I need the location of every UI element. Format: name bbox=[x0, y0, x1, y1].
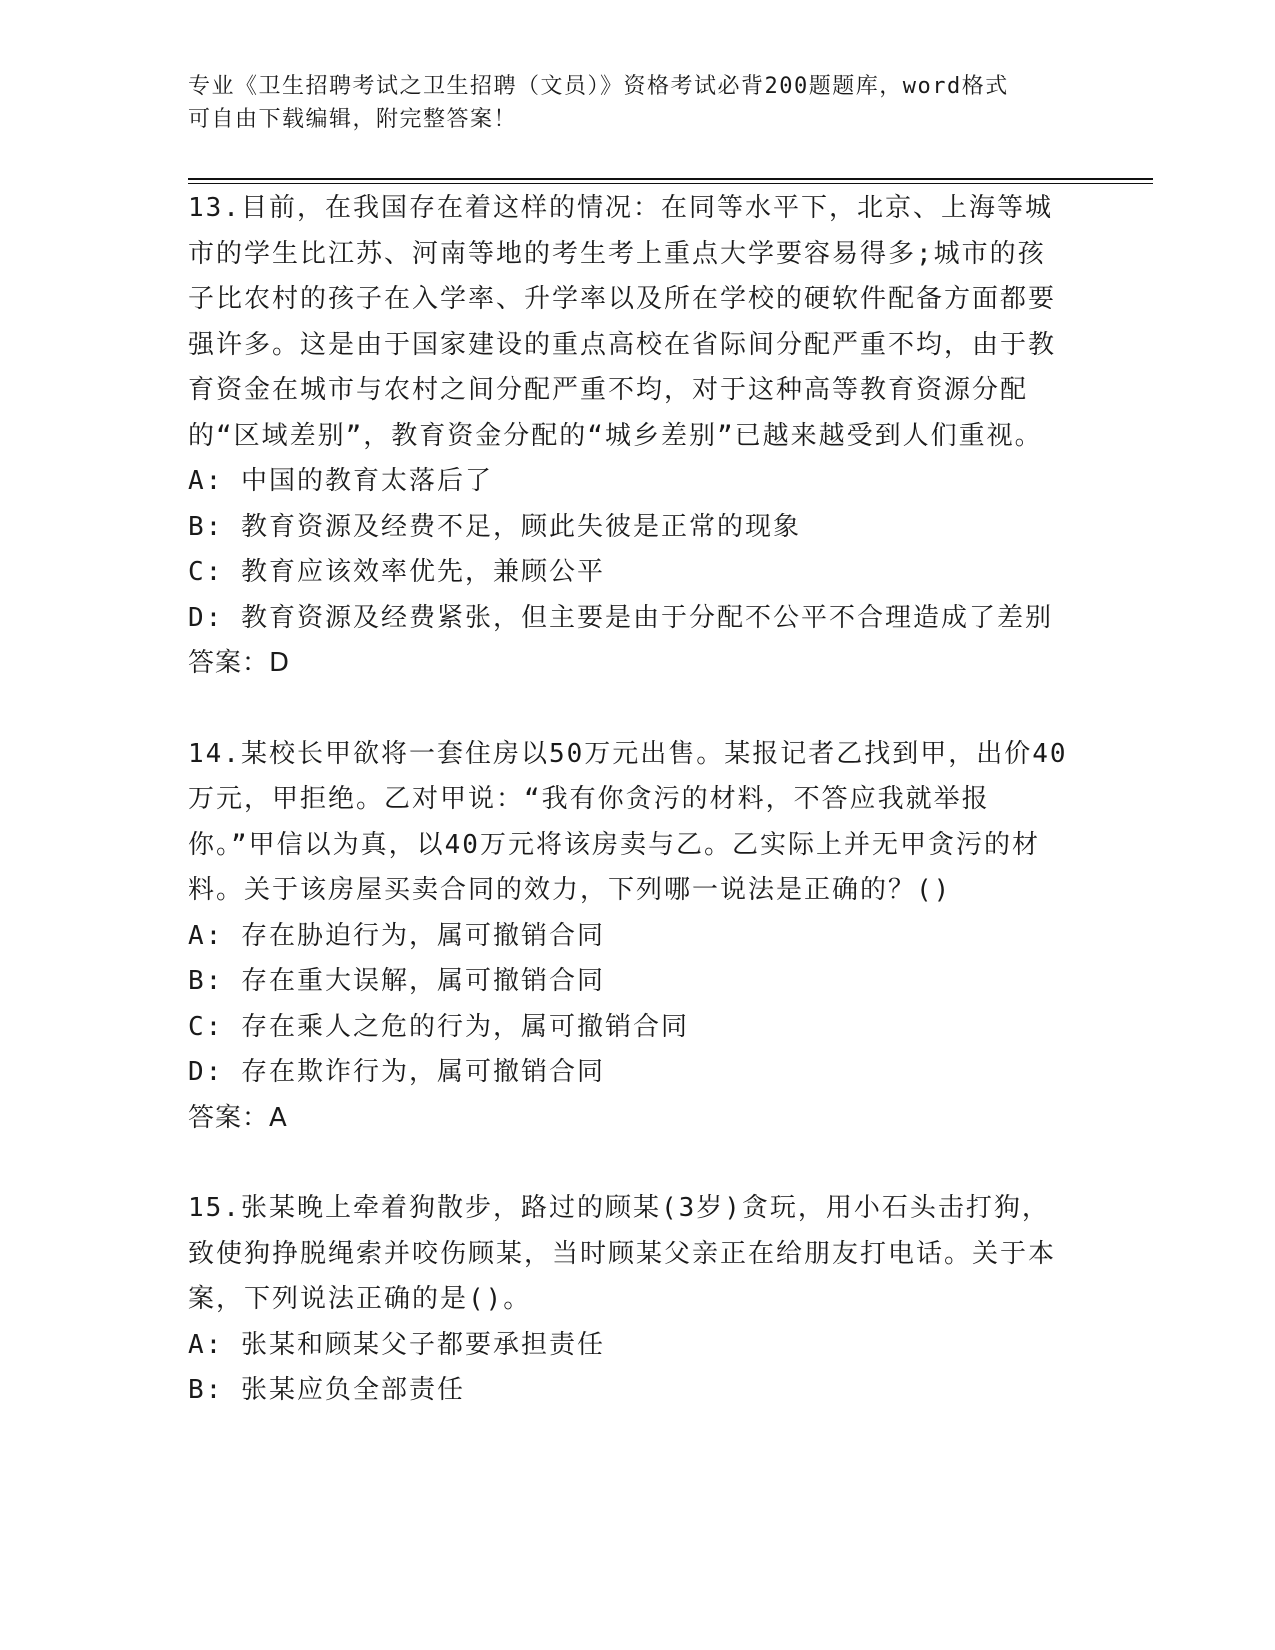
header-divider-thin bbox=[188, 183, 1153, 184]
question-13 bbox=[188, 186, 1068, 687]
answer-label: 答案：D bbox=[188, 648, 291, 678]
option-c: C: 教育应该效率优先，兼顾公平 bbox=[188, 557, 605, 587]
option-d: D: 存在欺诈行为，属可撤销合同 bbox=[188, 1057, 605, 1087]
question-text: 13.目前，在我国存在着这样的情况：在同等水平下，北京、上海等城市的学生比江苏、河南等地的考生考上重点大学要容易得多;城市的孩子比农村的孩子在入学率、升学率以及所在学校的硬软件配备方面都要强许多。这是由于国家建设的重点高校在省际间分配严重不均，由于教育资金在城市与农村之间分配严重不均，对于这种高等教育资源分配的“区域差别”，教育资金分配的“城乡差别”已越来越受到人们重视。 bbox=[188, 193, 1057, 451]
header-title-line-2: 可自由下载编辑，附完整答案！ bbox=[188, 107, 518, 132]
question-text: 15.张某晚上牵着狗散步，路过的顾某(3岁)贪玩，用小石头击打狗，致使狗挣脱绳索并咬伤顾某，当时顾某父亲正在给朋友打电话。关于本案，下列说法正确的是()。 bbox=[188, 1193, 1057, 1314]
option-c: C: 存在乘人之危的行为，属可撤销合同 bbox=[188, 1011, 689, 1042]
option-a: A: 存在胁迫行为，属可撤销合同 bbox=[188, 920, 605, 951]
header-divider bbox=[188, 178, 1153, 180]
question-list bbox=[188, 186, 1068, 1459]
question-text: 14.某校长甲欲将一套住房以50万元出售。某报记者乙找到甲，出价40万元，甲拒绝。乙对甲说：“我有你贪污的材料，不答应我就举报你。”甲信以为真，以40万元将该房卖与乙。乙实际上并无甲贪污的材料。关于该房屋买卖合同的效力，下列哪一说法是正确的？() bbox=[188, 738, 1068, 905]
header-title-line-1: 专业《卫生招聘考试之卫生招聘（文员）》资格考试必背200题题库，word格式 bbox=[188, 74, 1009, 99]
option-b: B: 存在重大误解，属可撤销合同 bbox=[188, 966, 605, 996]
option-b: B: 张某应负全部责任 bbox=[188, 1375, 465, 1405]
option-a: A: 中国的教育太落后了 bbox=[188, 466, 493, 496]
document-header bbox=[188, 70, 1088, 136]
answer-label: 答案：A bbox=[188, 1102, 288, 1133]
option-b: B: 教育资源及经费不足，顾此失彼是正常的现象 bbox=[188, 511, 801, 542]
question-15 bbox=[188, 1186, 1068, 1414]
option-d: D: 教育资源及经费紧张，但主要是由于分配不公平不合理造成了差别 bbox=[188, 602, 1053, 633]
question-14 bbox=[188, 732, 1068, 1142]
option-a: A: 张某和顾某父子都要承担责任 bbox=[188, 1329, 605, 1360]
